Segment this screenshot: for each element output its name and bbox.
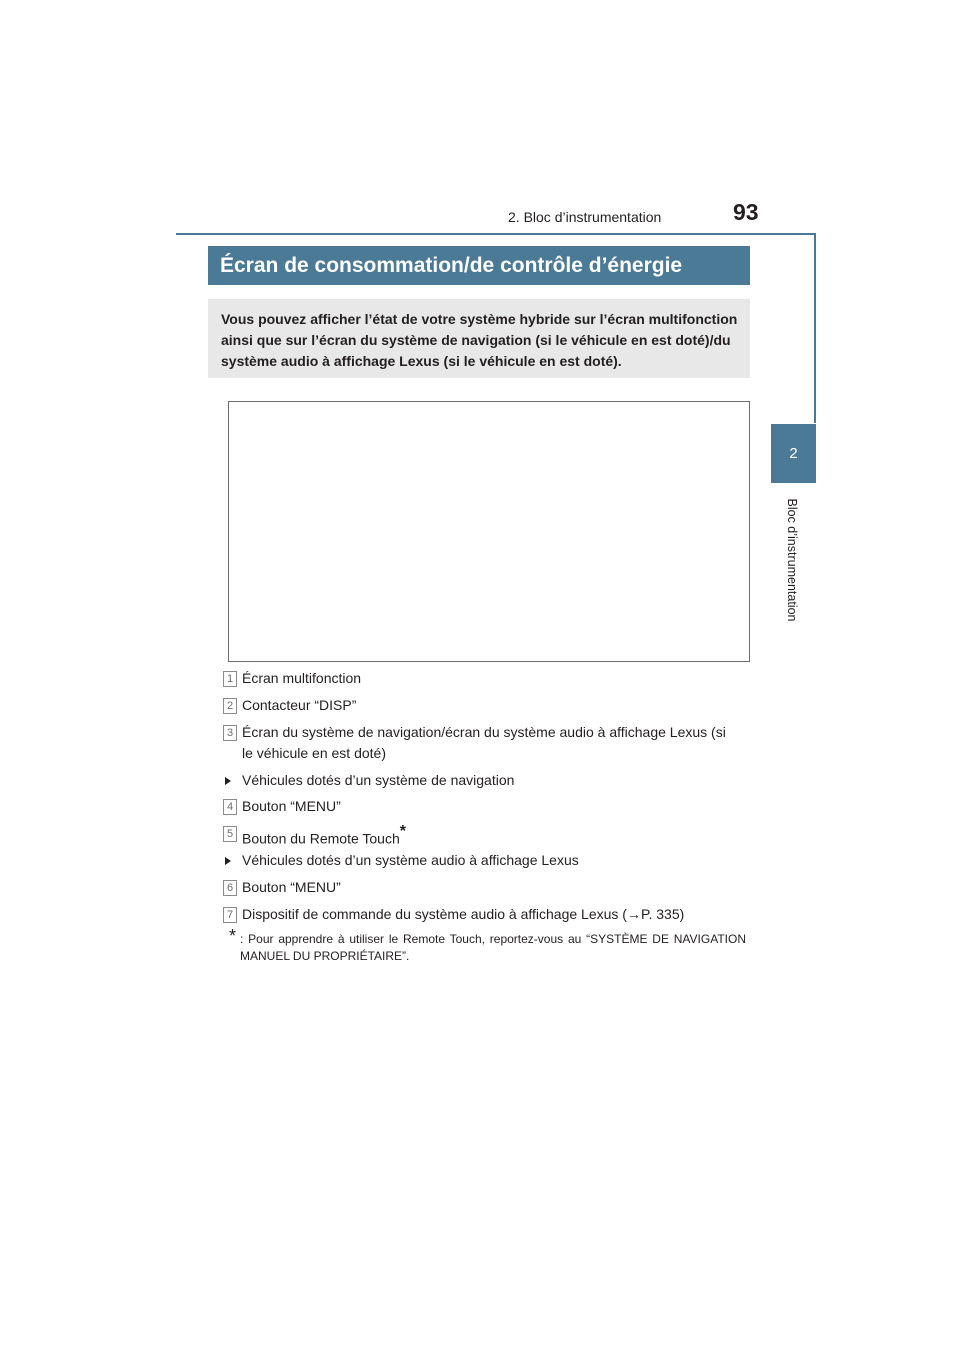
list-item-text: Bouton du Remote Touch [242, 830, 400, 847]
item-number-badge: 3 [223, 725, 237, 741]
list-item: Bouton “MENU” [242, 879, 341, 895]
item-number-badge: 4 [223, 799, 237, 815]
group-heading-audio: Véhicules dotés d’un système audio à affichage Lexus [242, 852, 579, 868]
footnote-text: : Pour apprendre à utiliser le Remote Touch, reportez-vous au “SYSTÈME DE NAVIGATION MANUEL DU PROPRIÉTAIRE”. [240, 932, 746, 963]
list-item: Bouton “MENU” [242, 798, 341, 814]
intro-line: Vous pouvez afficher l’état de votre système hybride sur l’écran multifonction [221, 311, 738, 327]
chapter-tab [771, 424, 816, 483]
list-item-continued: le véhicule en est doté) [242, 745, 386, 761]
triangle-bullet-icon [225, 857, 231, 865]
running-header-section: 2. Bloc d’instrumentation [508, 209, 662, 225]
list-item [242, 825, 406, 847]
triangle-bullet-icon [225, 777, 231, 785]
chapter-label: Bloc d’instrumentation [785, 498, 799, 622]
item-number-badge: 1 [223, 671, 237, 687]
list-item: Dispositif de commande du système audio à affichage Lexus (→P. 335) [242, 906, 685, 922]
item-number-badge: 7 [223, 907, 237, 923]
item-number-badge: 2 [223, 698, 237, 714]
intro-line: système audio à affichage Lexus (si le véhicule en est doté). [221, 353, 622, 369]
intro-box [208, 299, 750, 378]
intro-line: ainsi que sur l’écran du système de navigation (si le véhicule en est doté)/du [221, 332, 731, 348]
figure-placeholder [228, 401, 750, 662]
side-rule [814, 233, 816, 423]
item-number-badge: 5 [223, 826, 237, 842]
footnote-mark: * [229, 926, 237, 946]
section-title-text: Écran de consommation/de contrôle d’énergie [220, 253, 683, 277]
header-rule [176, 233, 816, 235]
chapter-number: 2 [789, 445, 798, 462]
asterisk-mark: * [399, 823, 406, 840]
group-heading-navigation: Véhicules dotés d’un système de navigation [242, 772, 515, 788]
section-title [208, 246, 750, 285]
list-item: Écran multifonction [242, 670, 362, 686]
item-number-badge: 6 [223, 880, 237, 896]
list-item: Contacteur “DISP” [242, 697, 357, 713]
page-number: 93 [733, 199, 759, 225]
list-item: Écran du système de navigation/écran du système audio à affichage Lexus (si [242, 724, 726, 740]
